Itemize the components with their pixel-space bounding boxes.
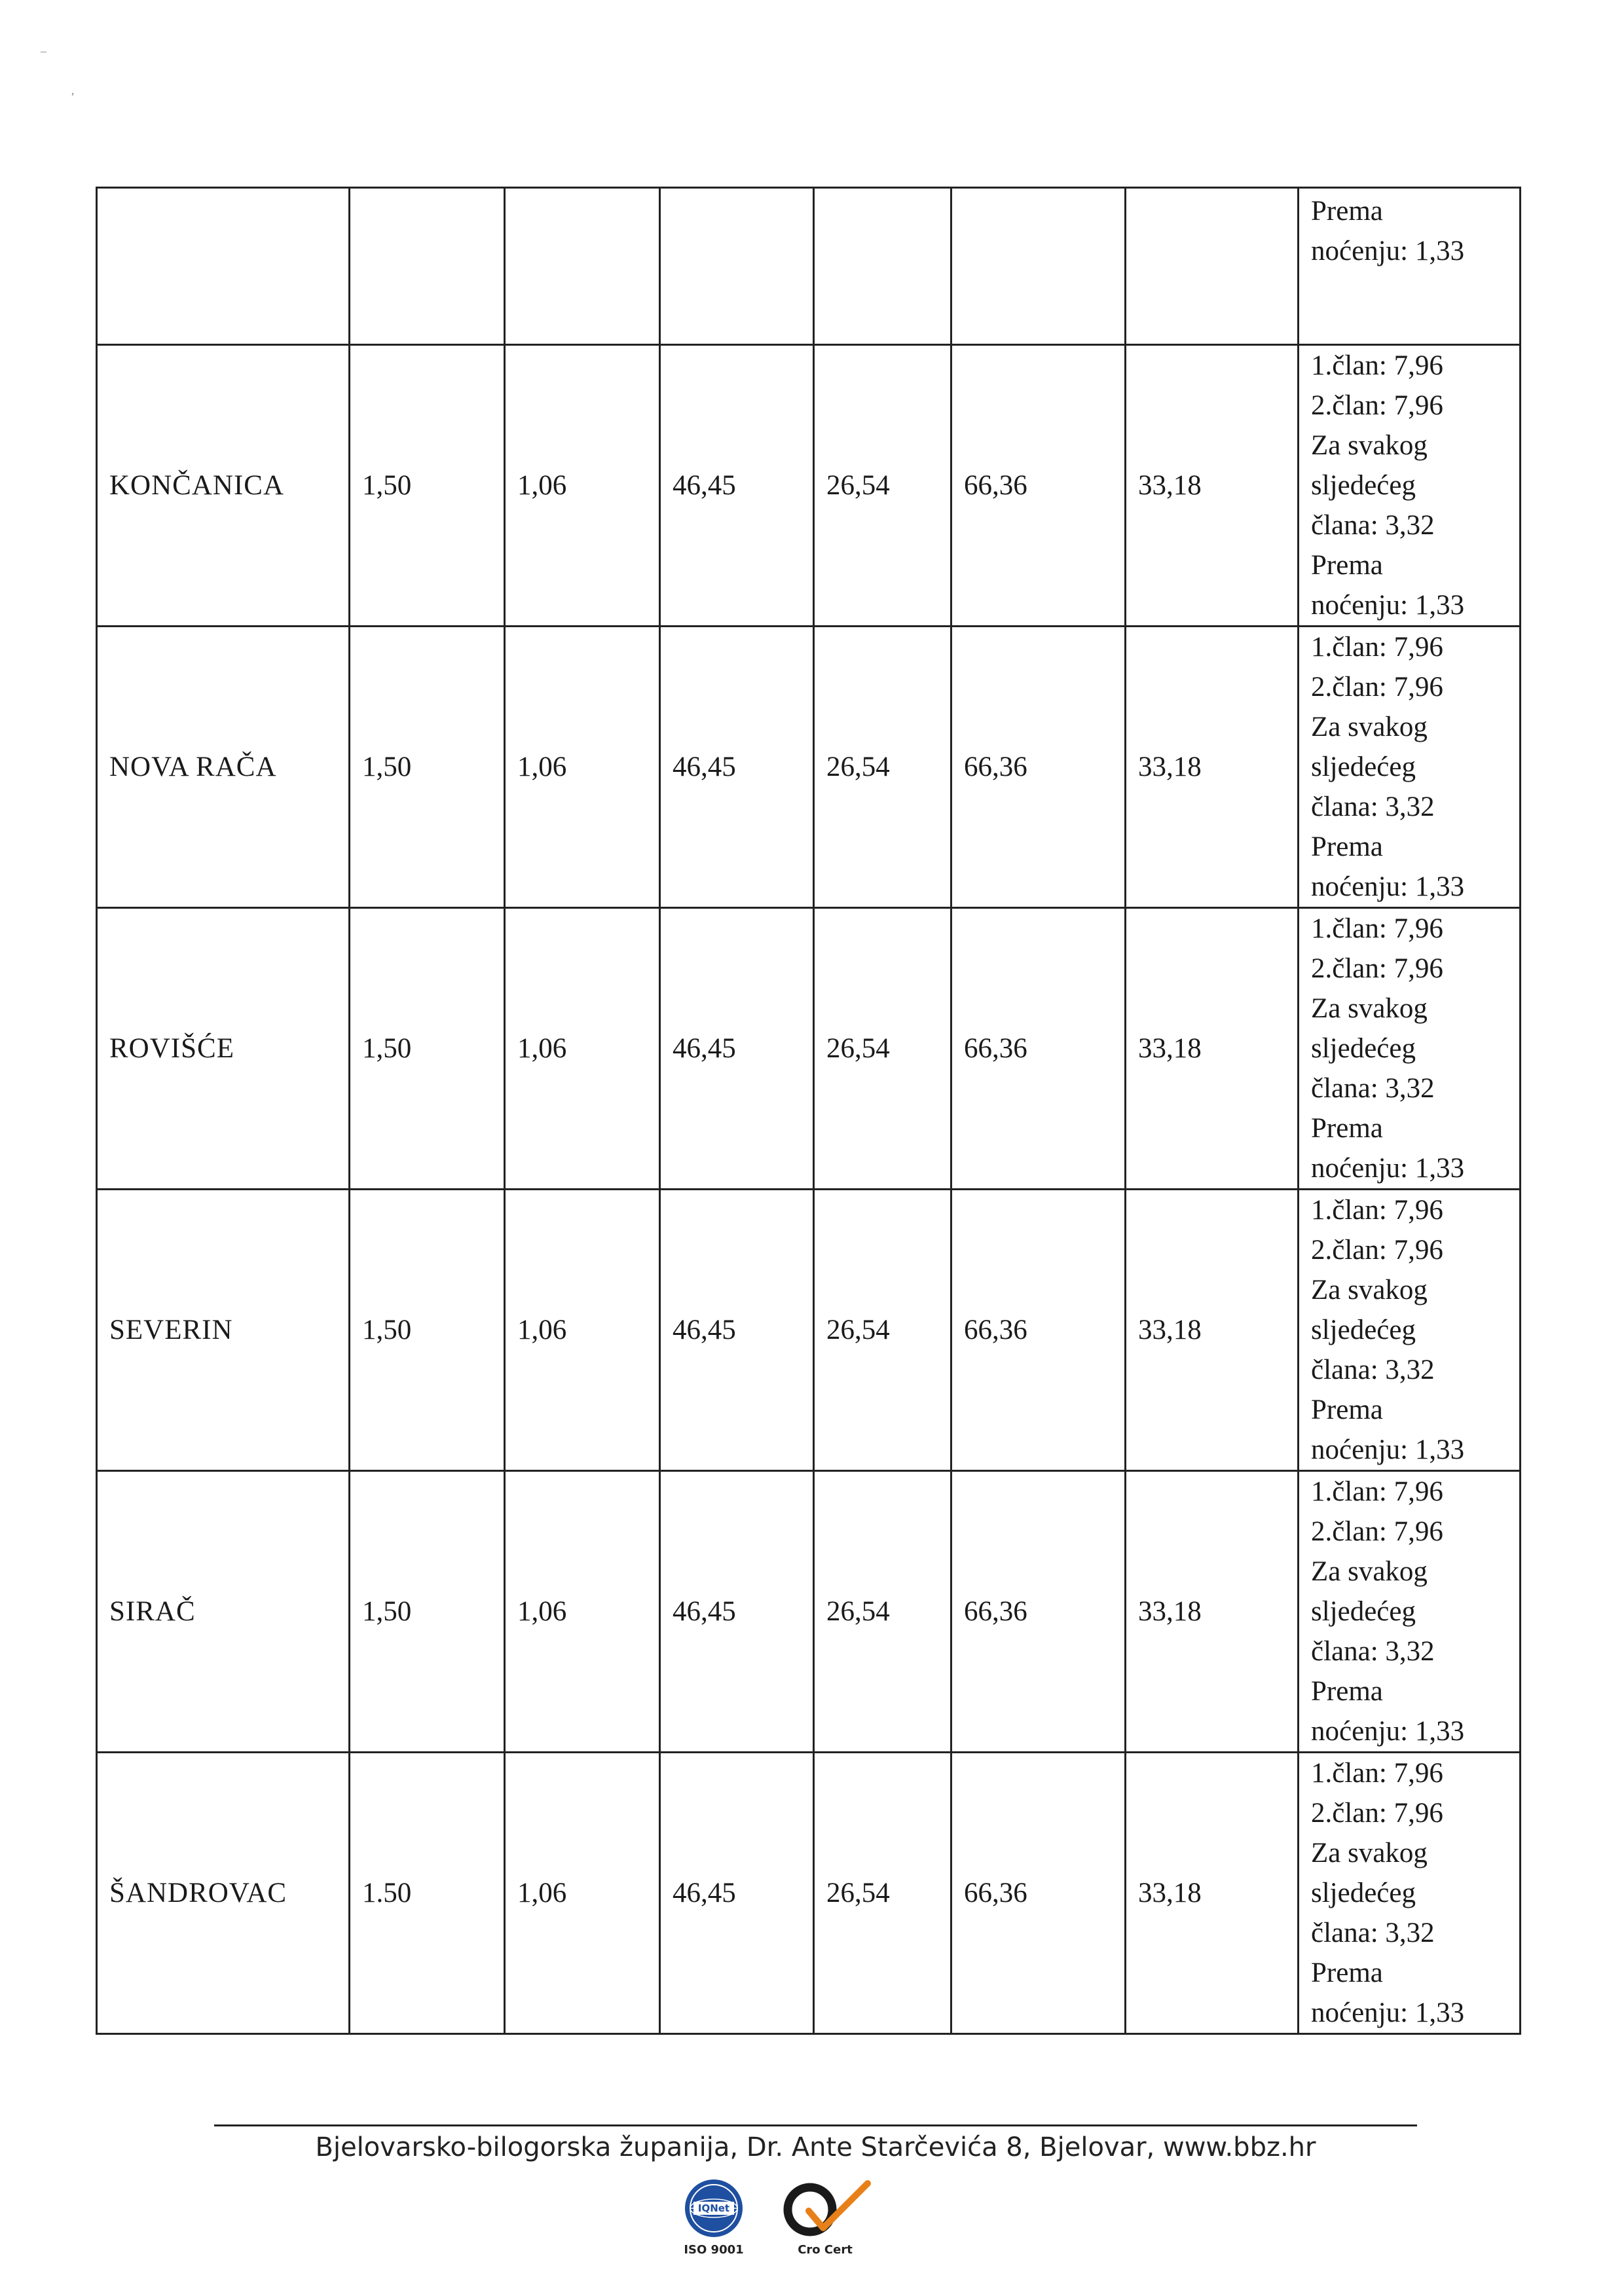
- iqnet-globe-icon: [665, 2177, 763, 2240]
- value-cell: 1,06: [505, 1471, 660, 1753]
- value-cell: 33,18: [1126, 627, 1299, 908]
- iso-caption: ISO 9001: [684, 2243, 744, 2257]
- table-cell-empty: [505, 188, 660, 345]
- notes-cell: [1299, 1753, 1521, 2034]
- municipality-name: ROVIŠĆE: [97, 908, 350, 1190]
- note-line: sljedećeg: [1311, 1315, 1416, 1345]
- value-cell: 26,54: [814, 908, 951, 1190]
- municipality-name: KONČANICA: [97, 345, 350, 627]
- municipality-name: SIRAČ: [97, 1471, 350, 1753]
- note-line: noćenju: 1,33: [1311, 236, 1465, 266]
- value-cell: 46,45: [660, 345, 814, 627]
- value-cell: 1,06: [505, 1190, 660, 1471]
- note-line: 1.član: 7,96: [1311, 350, 1443, 381]
- note-line: člana: 3,32: [1311, 1355, 1435, 1385]
- value-cell: 1,50: [350, 908, 505, 1190]
- table-row: [97, 1471, 1521, 1753]
- note-line: Za svakog: [1311, 430, 1428, 461]
- note-line: noćenju: 1,33: [1311, 1153, 1465, 1184]
- table-cell-empty: [814, 188, 951, 345]
- note-line: noćenju: 1,33: [1311, 871, 1465, 902]
- value-cell: 66,36: [951, 908, 1126, 1190]
- value-cell: 1,50: [350, 1471, 505, 1753]
- value-cell: 66,36: [951, 627, 1126, 908]
- value-cell: 33,18: [1126, 908, 1299, 1190]
- table-row-continued: [97, 188, 1521, 345]
- iqnet-iso-logo: [665, 2177, 763, 2257]
- note-line: 2.član: 7,96: [1311, 390, 1443, 421]
- value-cell: 66,36: [951, 345, 1126, 627]
- note-line: Za svakog: [1311, 712, 1428, 742]
- value-cell: 1,50: [350, 1190, 505, 1471]
- note-line: 1.član: 7,96: [1311, 1195, 1443, 1226]
- footer-divider: [214, 2124, 1417, 2126]
- crocert-logo: [769, 2177, 881, 2257]
- table-row: [97, 908, 1521, 1190]
- value-cell: 46,45: [660, 1753, 814, 2034]
- value-cell: 46,45: [660, 908, 814, 1190]
- table-cell-empty: [660, 188, 814, 345]
- value-cell: 33,18: [1126, 1753, 1299, 2034]
- note-line: Za svakog: [1311, 1556, 1428, 1587]
- scan-artifact-mark: ‚: [71, 84, 75, 97]
- note-line: člana: 3,32: [1311, 1636, 1435, 1667]
- value-cell: 66,36: [951, 1190, 1126, 1471]
- notes-cell: [1299, 1190, 1521, 1471]
- note-line: Prema: [1311, 550, 1383, 581]
- municipality-name: SEVERIN: [97, 1190, 350, 1471]
- note-line: 2.član: 7,96: [1311, 1235, 1443, 1266]
- crocert-caption: Cro Cert: [798, 2243, 853, 2257]
- scan-artifact-mark: –: [41, 45, 46, 58]
- note-line: člana: 3,32: [1311, 1073, 1435, 1104]
- table-cell-empty: [97, 188, 350, 345]
- notes-cell: [1299, 908, 1521, 1190]
- value-cell: 33,18: [1126, 1471, 1299, 1753]
- note-line: noćenju: 1,33: [1311, 1716, 1465, 1747]
- value-cell: 1,50: [350, 345, 505, 627]
- table-row: [97, 627, 1521, 908]
- footer-address: Bjelovarsko-bilogorska županija, Dr. Ante Starčevića 8, Bjelovar, www.bbz.hr: [315, 2132, 1316, 2162]
- value-cell: 46,45: [660, 1190, 814, 1471]
- value-cell: 46,45: [660, 627, 814, 908]
- value-cell: 1,06: [505, 627, 660, 908]
- value-cell: 1,06: [505, 908, 660, 1190]
- note-line: Prema: [1311, 831, 1383, 862]
- municipality-name: NOVA RAČA: [97, 627, 350, 908]
- value-cell: 26,54: [814, 1753, 951, 2034]
- value-cell: 66,36: [951, 1753, 1126, 2034]
- value-cell: 33,18: [1126, 1190, 1299, 1471]
- note-line: noćenju: 1,33: [1311, 1434, 1465, 1465]
- value-cell: 1,06: [505, 345, 660, 627]
- certification-logos: [665, 2177, 887, 2262]
- note-line: 2.član: 7,96: [1311, 1798, 1443, 1829]
- note-line: sljedećeg: [1311, 752, 1416, 782]
- note-line: Prema: [1311, 196, 1383, 227]
- value-cell: 1,50: [350, 627, 505, 908]
- note-line: člana: 3,32: [1311, 510, 1435, 541]
- note-line: Prema: [1311, 1394, 1383, 1425]
- note-line: 1.član: 7,96: [1311, 1476, 1443, 1507]
- value-cell: 46,45: [660, 1471, 814, 1753]
- note-line: člana: 3,32: [1311, 792, 1435, 822]
- note-line: 1.član: 7,96: [1311, 632, 1443, 663]
- note-line: 1.član: 7,96: [1311, 913, 1443, 944]
- value-cell: 26,54: [814, 1471, 951, 1753]
- note-line: 2.član: 7,96: [1311, 1516, 1443, 1547]
- note-line: sljedećeg: [1311, 1596, 1416, 1627]
- note-line: Za svakog: [1311, 1275, 1428, 1305]
- note-line: noćenju: 1,33: [1311, 590, 1465, 621]
- table-row: [97, 1190, 1521, 1471]
- note-line: Za svakog: [1311, 1838, 1428, 1868]
- note-line: Prema: [1311, 1676, 1383, 1707]
- note-line: Prema: [1311, 1113, 1383, 1144]
- value-cell: 66,36: [951, 1471, 1126, 1753]
- table-cell-empty: [951, 188, 1126, 345]
- table-cell-empty: [350, 188, 505, 345]
- value-cell: 26,54: [814, 345, 951, 627]
- tax-rates-table: [96, 187, 1521, 2035]
- notes-cell: [1299, 1471, 1521, 1753]
- iqnet-logo-text: IQNet: [697, 2202, 730, 2214]
- value-cell: 26,54: [814, 627, 951, 908]
- note-line: sljedećeg: [1311, 1033, 1416, 1064]
- value-cell: 1,06: [505, 1753, 660, 2034]
- note-line: noćenju: 1,33: [1311, 1997, 1465, 2028]
- table-row: [97, 345, 1521, 627]
- note-line: sljedećeg: [1311, 470, 1416, 501]
- municipality-name: ŠANDROVAC: [97, 1753, 350, 2034]
- note-line: sljedećeg: [1311, 1878, 1416, 1908]
- notes-cell: [1299, 188, 1521, 345]
- note-line: Za svakog: [1311, 993, 1428, 1024]
- table-cell-empty: [1126, 188, 1299, 345]
- value-cell: 26,54: [814, 1190, 951, 1471]
- value-cell: 1.50: [350, 1753, 505, 2034]
- crocert-check-icon: [769, 2177, 881, 2240]
- note-line: člana: 3,32: [1311, 1918, 1435, 1948]
- note-line: Prema: [1311, 1958, 1383, 1988]
- note-line: 2.član: 7,96: [1311, 953, 1443, 984]
- notes-cell: [1299, 345, 1521, 627]
- note-line: 1.član: 7,96: [1311, 1758, 1443, 1789]
- notes-cell: [1299, 627, 1521, 908]
- note-line: 2.član: 7,96: [1311, 672, 1443, 702]
- table-row: [97, 1753, 1521, 2034]
- value-cell: 33,18: [1126, 345, 1299, 627]
